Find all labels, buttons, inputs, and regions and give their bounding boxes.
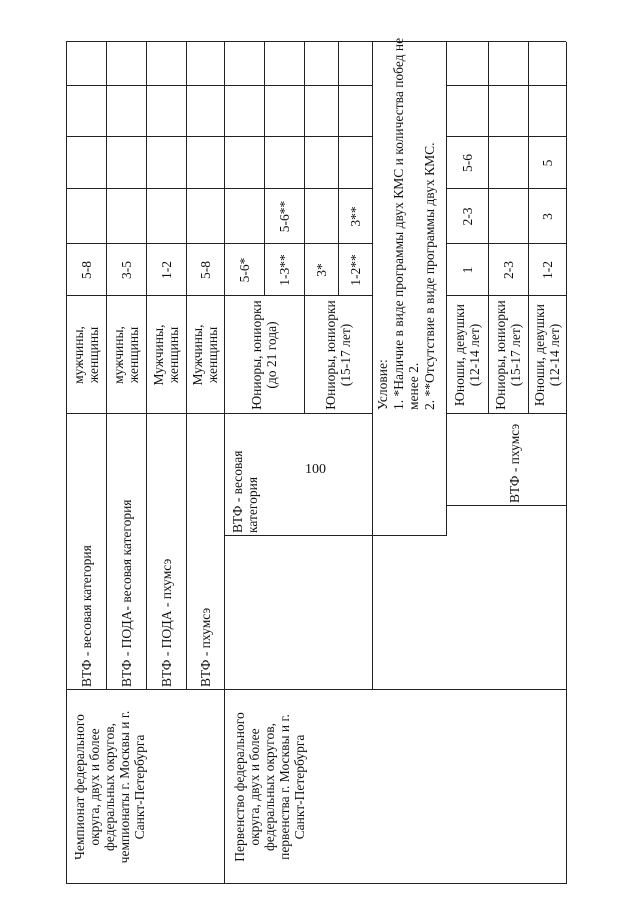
place-cell: 5-6* — [236, 257, 252, 283]
place-cell: 1-2 — [158, 261, 174, 279]
place-cell-extra: 3** — [347, 206, 363, 227]
col-line — [446, 295, 566, 296]
col-line — [66, 243, 372, 244]
group-cell: мужчины, женщины — [111, 326, 141, 384]
col-line — [66, 295, 372, 296]
place-cell-3: 5 — [539, 159, 555, 167]
place-cell: 1 — [459, 266, 475, 274]
col-line — [446, 136, 566, 137]
table-border-left — [66, 883, 566, 884]
col-line — [446, 413, 566, 414]
place-cell: 3* — [313, 263, 329, 277]
group-cell: Мужчины, женщины — [190, 324, 220, 386]
group-cell: Мужчины, женщины — [151, 324, 181, 386]
group-cell: мужчины, женщины — [71, 326, 101, 384]
discipline-cell: ВТФ - весовая категория — [78, 545, 94, 687]
condition-1: 1. *Наличие в виде программы двух КМС и количества побед не — [390, 37, 406, 410]
discipline-cell: ВТФ - ПОДА - пхумсэ — [158, 558, 174, 687]
table-border-right — [66, 41, 566, 42]
col-line — [66, 413, 372, 414]
place-cell-3: 5-6 — [459, 154, 475, 172]
col-line — [66, 85, 372, 86]
condition-1-cont: менее 2. — [406, 362, 421, 410]
conditions-note — [372, 37, 446, 414]
row-line — [264, 42, 265, 296]
place-cell-extra: 5-6** — [276, 200, 292, 233]
group-cell: Юниоры, юниорки (15-17 лет) — [323, 300, 353, 410]
rankings-table — [66, 37, 566, 884]
place-cell: 1-3** — [276, 254, 292, 286]
row-line — [372, 42, 373, 690]
group-cell: Юноши, девушки (12-14 лет) — [452, 304, 482, 406]
row-line — [146, 42, 147, 690]
discipline-cell: ВТФ - пхумсэ — [197, 607, 213, 687]
championship-name-cell: Чемпионат федерального округа, двух и более федеральных округов, чемпионаты г. Москвы и г. Санкт-Петербурга — [72, 710, 147, 864]
group-cell: Юноши, девушки (12-14 лет) — [532, 304, 562, 406]
place-cell: 5-8 — [197, 261, 213, 279]
place-cell: 1-2** — [347, 254, 363, 286]
row-line — [446, 42, 447, 536]
row-line — [186, 42, 187, 690]
conditions-title: Условие: — [375, 359, 390, 410]
first-championship-name-cell: Первенство федерального округа, двух и более федеральных округов, первенства г. Москвы и г. Санкт-Петербурга — [232, 712, 307, 862]
row-line — [338, 42, 339, 296]
place-cell-2: 2-3 — [459, 207, 475, 226]
col-line — [66, 136, 372, 137]
row-line — [528, 42, 529, 414]
place-cell-2: 3 — [539, 213, 555, 220]
group-cell: Юниоры, юниорки (до 21 года) — [249, 300, 279, 410]
page-number: 100 — [305, 462, 326, 477]
weight-discipline-cell: ВТФ - весовая категория — [230, 450, 260, 533]
place-cell: 1-2 — [539, 261, 555, 279]
row-line — [304, 42, 305, 414]
col-line — [224, 535, 446, 536]
place-cell: 2-3 — [500, 261, 516, 279]
row-line — [488, 42, 489, 414]
col-line — [446, 85, 566, 86]
table-border-bottom — [566, 42, 567, 884]
col-line — [446, 188, 566, 189]
col-line — [446, 243, 566, 244]
condition-2: 2. **Отсутствие в виде программы двух КМС. — [421, 142, 437, 410]
row-line — [106, 42, 107, 690]
row-line — [224, 42, 225, 884]
table-border-top — [66, 42, 67, 884]
poomsae-discipline-cell: ВТФ - пхумсэ — [507, 423, 522, 503]
col-line — [66, 188, 372, 189]
col-line — [66, 689, 566, 690]
col-line — [446, 505, 566, 506]
discipline-cell: ВТФ - ПОДА- весовая категория — [118, 499, 134, 687]
group-cell: Юниоры, юниорки (15-17 лет) — [493, 300, 523, 410]
place-cell: 5-8 — [78, 261, 94, 279]
place-cell: 3-5 — [118, 261, 134, 279]
